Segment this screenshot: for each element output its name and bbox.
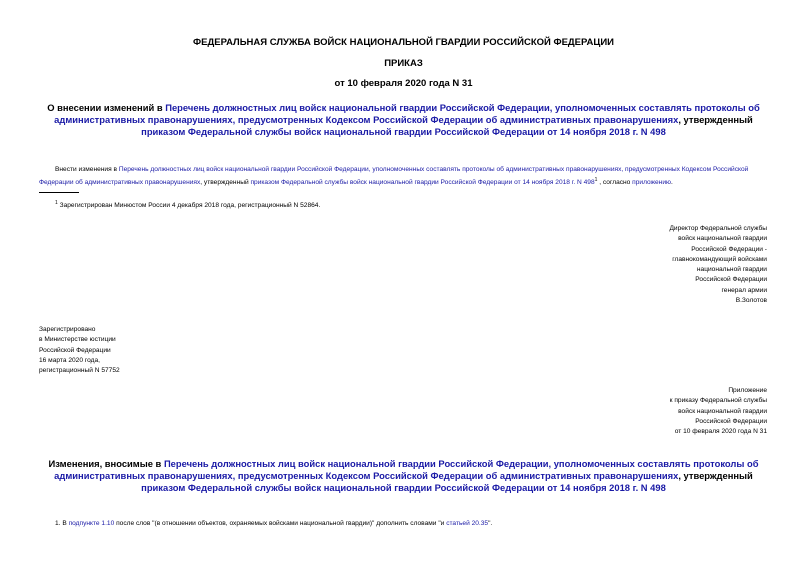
signature-line: главнокомандующий войсками bbox=[672, 255, 767, 263]
registration-line: регистрационный N 57752 bbox=[39, 367, 120, 375]
item1-end: ". bbox=[488, 520, 493, 527]
intro-appendix-link[interactable]: приложению bbox=[632, 179, 671, 187]
subpoint-link[interactable]: подпункте 1.10 bbox=[68, 520, 115, 527]
registration-block bbox=[39, 325, 120, 376]
appendix-note-line: Российской Федерации bbox=[695, 417, 767, 425]
registration-line: Российской Федерации bbox=[39, 346, 111, 354]
footnote bbox=[55, 198, 320, 211]
appendix-note-line: к приказу Федеральной службы bbox=[669, 397, 767, 405]
footnote-separator bbox=[39, 192, 79, 193]
signature-line: войск национальной гвардии bbox=[678, 235, 767, 243]
appendix-note-line: Приложение bbox=[728, 387, 767, 394]
doc-title bbox=[40, 102, 767, 138]
changes-order-link[interactable]: приказом Федеральной службы войск национальной гвардии Российской Федерации от 14 ноября 2018 г. N 498 bbox=[141, 482, 666, 493]
doc-date-number: от 10 февраля 2020 года N 31 bbox=[334, 78, 473, 89]
intro-tail: , согласно bbox=[597, 179, 633, 187]
article-link[interactable]: статьей 20.35 bbox=[446, 520, 489, 527]
appendix-note-line: войск национальной гвардии bbox=[678, 407, 767, 415]
intro-end: . bbox=[670, 179, 673, 187]
item1-middle: после слов "(в отношении объектов, охраняемых войсками национальной гвардии)" дополнить словами "и bbox=[114, 520, 447, 527]
changes-title bbox=[40, 458, 767, 494]
registration-line: 16 марта 2020 года, bbox=[39, 356, 100, 364]
intro-list-link[interactable]: Перечень должностных лиц войск национальной гвардии Российской Федерации, уполномоченных составлять протоколы об административных правонарушениях, предусмотренных Кодексом Российской Федерации об административных правонарушениях bbox=[39, 166, 749, 187]
footnote-mark: 1 bbox=[55, 200, 58, 206]
title-middle: , утвержденный bbox=[678, 114, 753, 125]
title-prefix: О внесении изменений в bbox=[47, 102, 166, 113]
item1-prefix: 1. В bbox=[55, 520, 69, 527]
signature-line: национальной гвардии bbox=[696, 266, 767, 274]
change-item-1 bbox=[55, 519, 767, 529]
intro-paragraph bbox=[39, 165, 767, 188]
intro-footnote-mark[interactable]: 1 bbox=[594, 177, 598, 183]
signature-line: генерал армии bbox=[721, 286, 767, 294]
changes-list-link[interactable]: Перечень должностных лиц войск национальной гвардии Российской Федерации, уполномоченных составлять протоколы об административных правонарушениях, предусмотренных Кодексом Российской Федерации об административных правонарушениях bbox=[54, 458, 759, 481]
signature-line: Российской Федерации - bbox=[691, 245, 767, 253]
signature-line: Российской Федерации bbox=[695, 276, 767, 284]
changes-title-prefix: Изменения, вносимые в bbox=[48, 458, 164, 469]
signature-line: Директор Федеральной службы bbox=[669, 225, 767, 232]
title-list-link[interactable]: Перечень должностных лиц войск национальной гвардии Российской Федерации, уполномоченных составлять протоколы об административных правонарушениях, предусмотренных Кодексом Российской Федерации об административных правонарушениях bbox=[54, 102, 760, 125]
intro-prefix: Внести изменения в bbox=[55, 166, 119, 173]
changes-title-middle: , утвержденный bbox=[678, 470, 753, 481]
appendix-note-line: от 10 февраля 2020 года N 31 bbox=[674, 428, 767, 436]
signature-block bbox=[669, 224, 767, 306]
doc-type: ПРИКАЗ bbox=[384, 58, 423, 69]
appendix-note bbox=[670, 386, 767, 437]
intro-middle: , утвержденный bbox=[200, 179, 251, 187]
signature-line: В.Золотов bbox=[735, 297, 767, 305]
registration-line: Зарегистрировано bbox=[39, 326, 96, 333]
registration-line: в Министерстве юстиции bbox=[39, 336, 116, 344]
title-order-link[interactable]: приказом Федеральной службы войск национальной гвардии Российской Федерации от 14 ноября 2018 г. N 498 bbox=[141, 126, 666, 137]
intro-order-link[interactable]: приказом Федеральной службы войск национальной гвардии Российской Федерации от 14 ноября 2018 г. N 498 bbox=[250, 179, 595, 187]
footnote-text: Зарегистрирован Минюстом России 4 декабря 2018 года, регистрационный N 52864. bbox=[57, 202, 321, 210]
agency-name: ФЕДЕРАЛЬНАЯ СЛУЖБА ВОЙСК НАЦИОНАЛЬНОЙ ГВАРДИИ РОССИЙСКОЙ ФЕДЕРАЦИИ bbox=[193, 37, 614, 48]
